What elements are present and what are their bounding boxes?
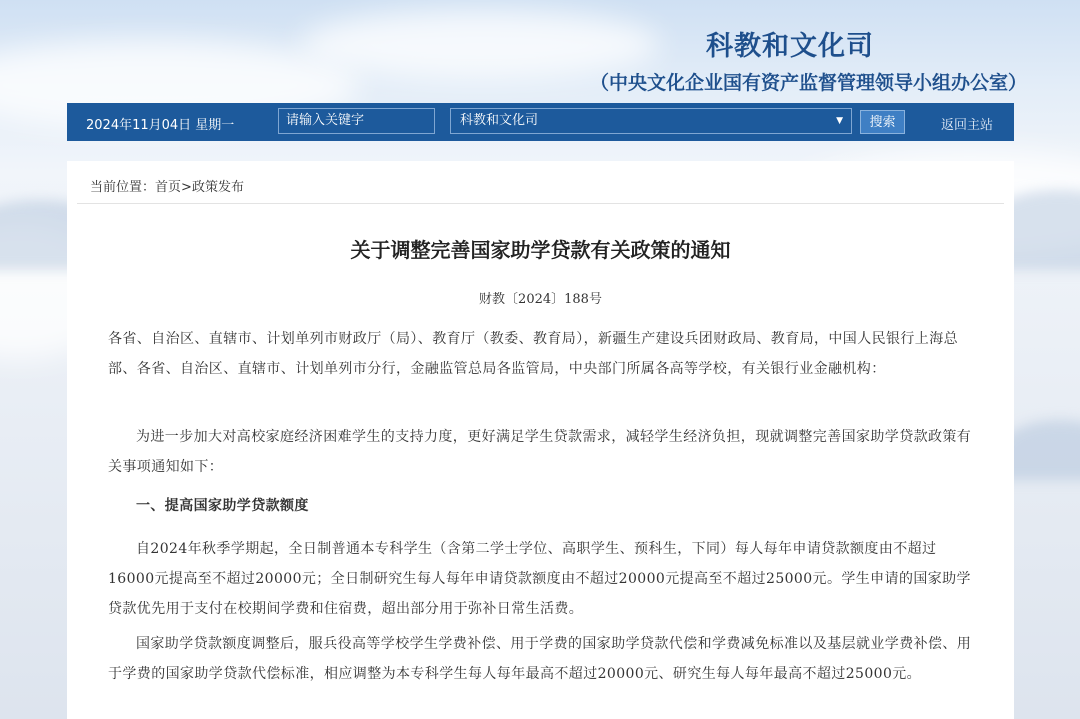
divider bbox=[77, 203, 1004, 204]
chevron-down-icon: ▼ bbox=[836, 116, 843, 126]
department-subtitle: （中央文化企业国有资产监督管理领导小组办公室） bbox=[590, 72, 1028, 94]
breadcrumb-current[interactable]: 政策发布 bbox=[191, 180, 244, 195]
current-date: 2024年11月04日 星期一 bbox=[86, 118, 235, 133]
breadcrumb-separator: > bbox=[181, 180, 192, 195]
breadcrumb-prefix: 当前位置： bbox=[90, 180, 156, 195]
search-button[interactable]: 搜索 bbox=[860, 110, 905, 134]
home-link[interactable]: 返回主站 bbox=[941, 118, 994, 133]
department-title: 科教和文化司 bbox=[706, 31, 874, 62]
document-number: 财教〔2024〕188号 bbox=[479, 292, 602, 307]
department-select[interactable] bbox=[450, 108, 852, 134]
breadcrumb-home-link[interactable]: 首页 bbox=[155, 180, 182, 195]
site-header bbox=[0, 0, 1080, 103]
article-panel bbox=[67, 161, 1014, 719]
department-select-value: 科教和文化司 bbox=[460, 113, 539, 128]
section-paragraph: 自2024年秋季学期起，全日制普通本专科学生（含第二学士学位、高职学生、预科生，下同）每人每年申请贷款额度由不超过16000元提高至不超过20000元；全日制研究生每人每年申请贷款额度由不超过20000元提高至不超过25000元。学生申请的国家助学贷款优先用于支付在校期间学费和住宿费，超出部分用于弥补日常生活费。 bbox=[108, 541, 971, 617]
addressees-paragraph: 各省、自治区、直辖市、计划单列市财政厅（局）、教育厅（教委、教育局），新疆生产建设兵团财政局、教育局，中国人民银行上海总部、各省、自治区、直辖市、计划单列市分行，金融监管总局各监管局，中央部门所属各高等学校，有关银行业金融机构： bbox=[108, 331, 958, 377]
section-heading: 一、提高国家助学贷款额度 bbox=[136, 498, 309, 514]
intro-paragraph: 为进一步加大对高校家庭经济困难学生的支持力度，更好满足学生贷款需求，减轻学生经济负担，现就调整完善国家助学贷款政策有关事项通知如下： bbox=[108, 429, 972, 475]
article-title: 关于调整完善国家助学贷款有关政策的通知 bbox=[350, 238, 731, 262]
top-toolbar bbox=[67, 103, 1014, 141]
breadcrumb bbox=[90, 176, 244, 195]
search-input[interactable]: 请输入关键字 bbox=[278, 108, 435, 134]
section-paragraph: 国家助学贷款额度调整后，服兵役高等学校学生学费补偿、用于学费的国家助学贷款代偿和学费减免标准以及基层就业学费补偿、用于学费的国家助学贷款代偿标准，相应调整为本专科学生每人每年最高不超过20000元、研究生每人每年最高不超过25000元。 bbox=[108, 636, 972, 682]
